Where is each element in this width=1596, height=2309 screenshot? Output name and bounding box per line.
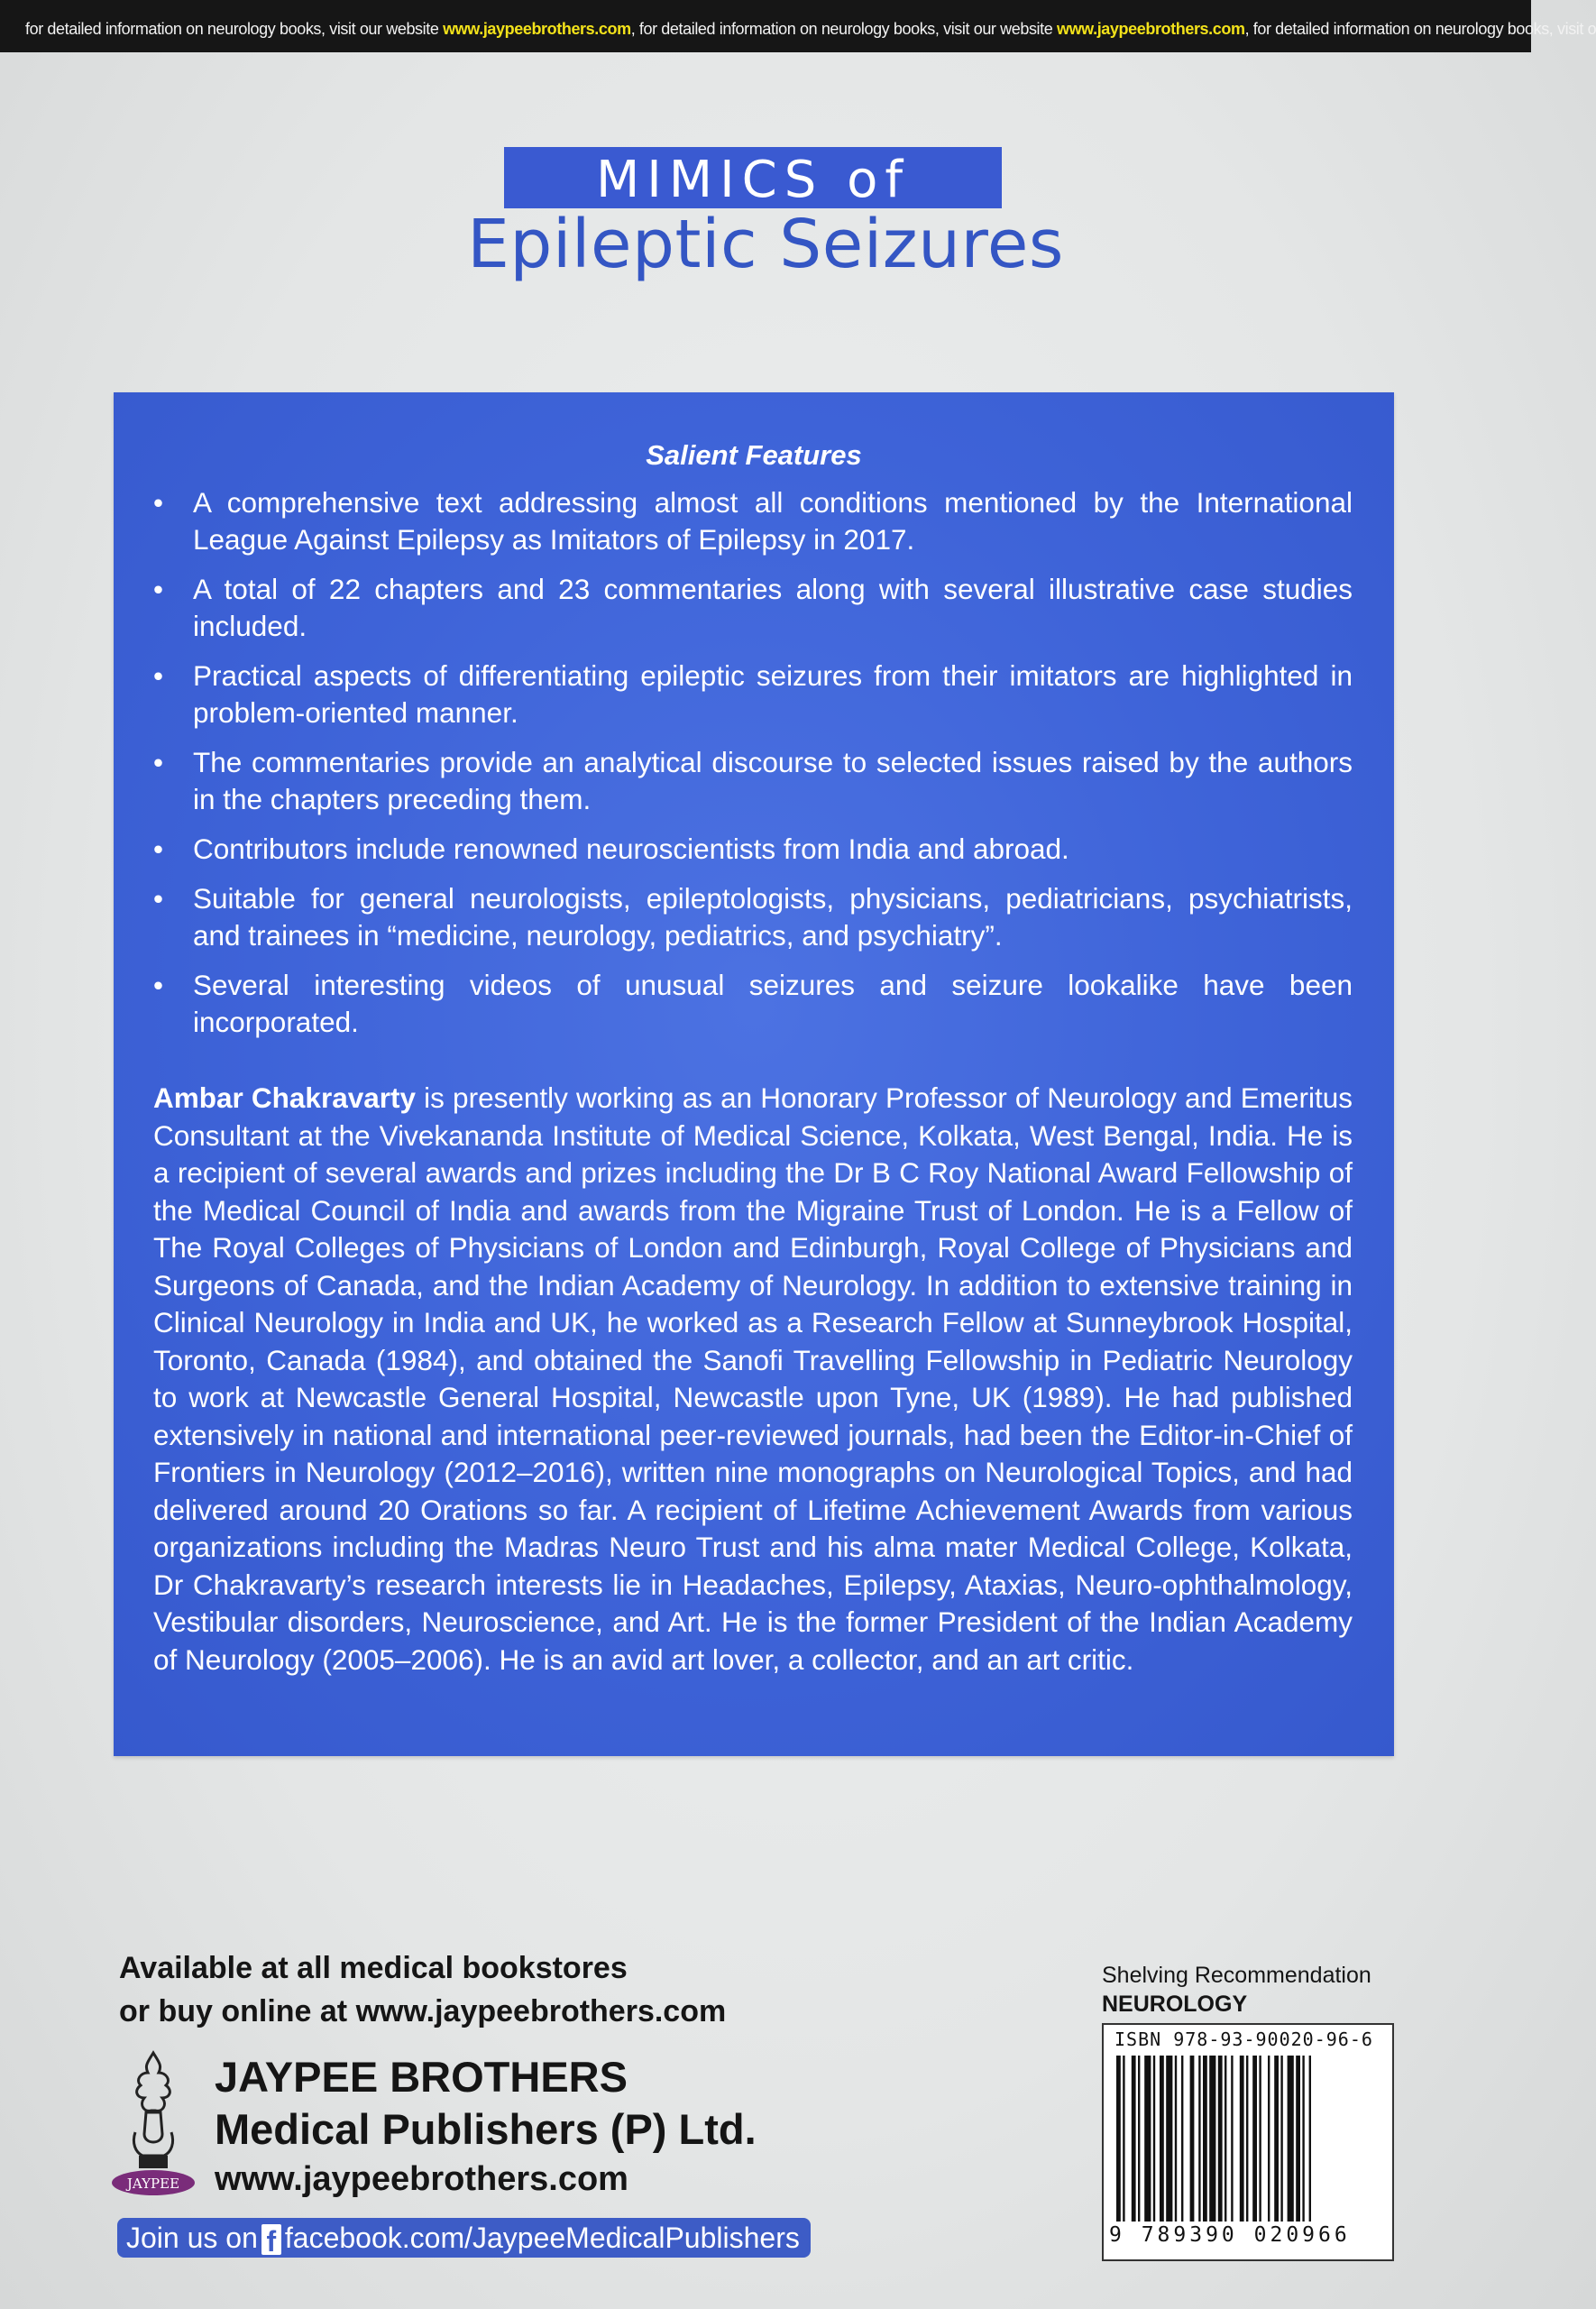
isbn-number: ISBN 978-93-90020-96-6	[1114, 2028, 1373, 2050]
publisher-name-1: JAYPEE BROTHERS	[215, 2053, 628, 2101]
bullet-icon: •	[153, 882, 164, 915]
feature-text: The commentaries provide an analytical discourse to selected issues raised by the authors in the chapters preceding them.	[193, 746, 1353, 815]
facebook-icon: f	[261, 2224, 281, 2255]
feature-text: Practical aspects of differentiating epileptic seizures from their imitators are highlighted in problem-oriented manner.	[193, 659, 1353, 729]
feature-item	[153, 967, 1353, 1041]
strip-text-1: for detailed information on neurology books, visit our website	[25, 20, 444, 38]
logo-label: JAYPEE	[126, 2176, 180, 2192]
strip-text-2: , for detailed information on neurology books, visit our website	[630, 20, 1057, 38]
shelving-label: Shelving Recommendation	[1102, 1963, 1371, 1988]
strip-link-2[interactable]: www.jaypeebrothers.com	[1056, 20, 1245, 38]
feature-text: Several interesting videos of unusual seizures and seizure lookalike have been incorporated.	[193, 969, 1353, 1038]
author-bio	[153, 1080, 1353, 1679]
salient-features-panel	[114, 392, 1394, 1756]
feature-item	[153, 658, 1353, 731]
barcode	[1102, 2023, 1394, 2261]
availability-line-2: or buy online at www.jaypeebrothers.com	[119, 1994, 727, 2028]
shelving-category: NEUROLOGY	[1102, 1992, 1248, 2017]
top-strip-text	[25, 20, 1596, 39]
book-title: Epileptic Seizures	[467, 206, 1064, 283]
social-prefix: Join us on	[126, 2222, 258, 2254]
barcode-bars-icon	[1114, 2056, 1381, 2222]
social-handle: facebook.com/JaypeeMedicalPublishers	[284, 2222, 800, 2254]
feature-item	[153, 484, 1353, 558]
feature-text: A comprehensive text addressing almost all conditions mentioned by the International League Against Epilepsy as Imitators of Epilepsy in 2017.	[193, 486, 1353, 556]
strip-link-1[interactable]: www.jaypeebrothers.com	[443, 20, 631, 38]
author-bio-text: is presently working as an Honorary Professor of Neurology and Emeritus Consultant at the Vivekananda Institute of Medical Science, Kolkata, West Bengal, India. He is a recipient of several awards and prizes including the Dr B C Roy National Award Fellowship of the Medical Council of India and awards from the Migraine Trust of London. He is a Fellow of The Royal Colleges of Physicians of London and Edinburgh, Royal College of Physicians and Surgeons of Canada, and the Indian Academy of Neurology. In addition to extensive training in Clinical Neurology in India and UK, he worked as a Research Fellow at Sunneybrook Hospital, Toronto, Canada (1984), and obtained the Sanofi Travelling Fellowship in Pediatric Neurology to work at Newcastle General Hospital, Newcastle upon Tyne, UK (1989). He had published extensively in national and international peer-reviewed journals, had been the Editor-in-Chief of Frontiers in Neurology (2012–2016), written nine monographs on Neurological Topics, and had delivered around 20 Orations so far. A recipient of Lifetime Achievement Awards from various organizations including the Madras Neuro Trust and his alma mater Medical College, Kolkata, Dr Chakravarty’s research interests lie in Headaches, Epilepsy, Ataxias, Neuro-ophthalmology, Vestibular disorders, Neuroscience, and Art. He is the former President of the Indian Academy of Neurology (2005–2006). He is an avid art lover, a collector, and an art critic.	[153, 1081, 1353, 1676]
bullet-icon: •	[153, 659, 164, 692]
top-info-strip	[0, 0, 1596, 52]
bullet-icon: •	[153, 486, 164, 519]
feature-text: Contributors include renowned neuroscientists from India and abroad.	[193, 833, 1069, 865]
feature-item	[153, 831, 1353, 868]
facebook-join-badge[interactable]	[117, 2218, 811, 2258]
shelving-recommendation	[1102, 1961, 1371, 2019]
bullet-icon: •	[153, 573, 164, 605]
bullet-icon: •	[153, 746, 164, 778]
jaypee-logo-icon	[108, 2046, 198, 2199]
feature-text: Suitable for general neurologists, epileptologists, physicians, pediatricians, psychiatrists, and trainees in “medicine, neurology, pediatrics, and psychiatry”.	[193, 882, 1353, 952]
publisher-block	[215, 2051, 757, 2203]
availability-note	[119, 1946, 726, 2033]
panel-heading: Salient Features	[646, 439, 862, 471]
author-name: Ambar Chakravarty	[153, 1081, 417, 1114]
bullet-icon: •	[153, 969, 164, 1001]
title-top: MIMICS of	[595, 151, 911, 209]
publisher-website[interactable]: www.jaypeebrothers.com	[215, 2160, 628, 2198]
feature-item	[153, 880, 1353, 954]
feature-item	[153, 744, 1353, 818]
title-banner	[504, 147, 1002, 208]
feature-text: A total of 22 chapters and 23 commentaries along with several illustrative case studies included.	[193, 573, 1353, 642]
availability-line-1: Available at all medical bookstores	[119, 1951, 628, 1985]
features-list	[153, 484, 1353, 1053]
strip-text-3: , for detailed information on neurology books, visit o	[1244, 20, 1596, 38]
feature-item	[153, 571, 1353, 645]
publisher-name-2: Medical Publishers (P) Ltd.	[215, 2105, 757, 2153]
bullet-icon: •	[153, 833, 164, 865]
barcode-digits: 9 789390 020966	[1109, 2223, 1351, 2247]
